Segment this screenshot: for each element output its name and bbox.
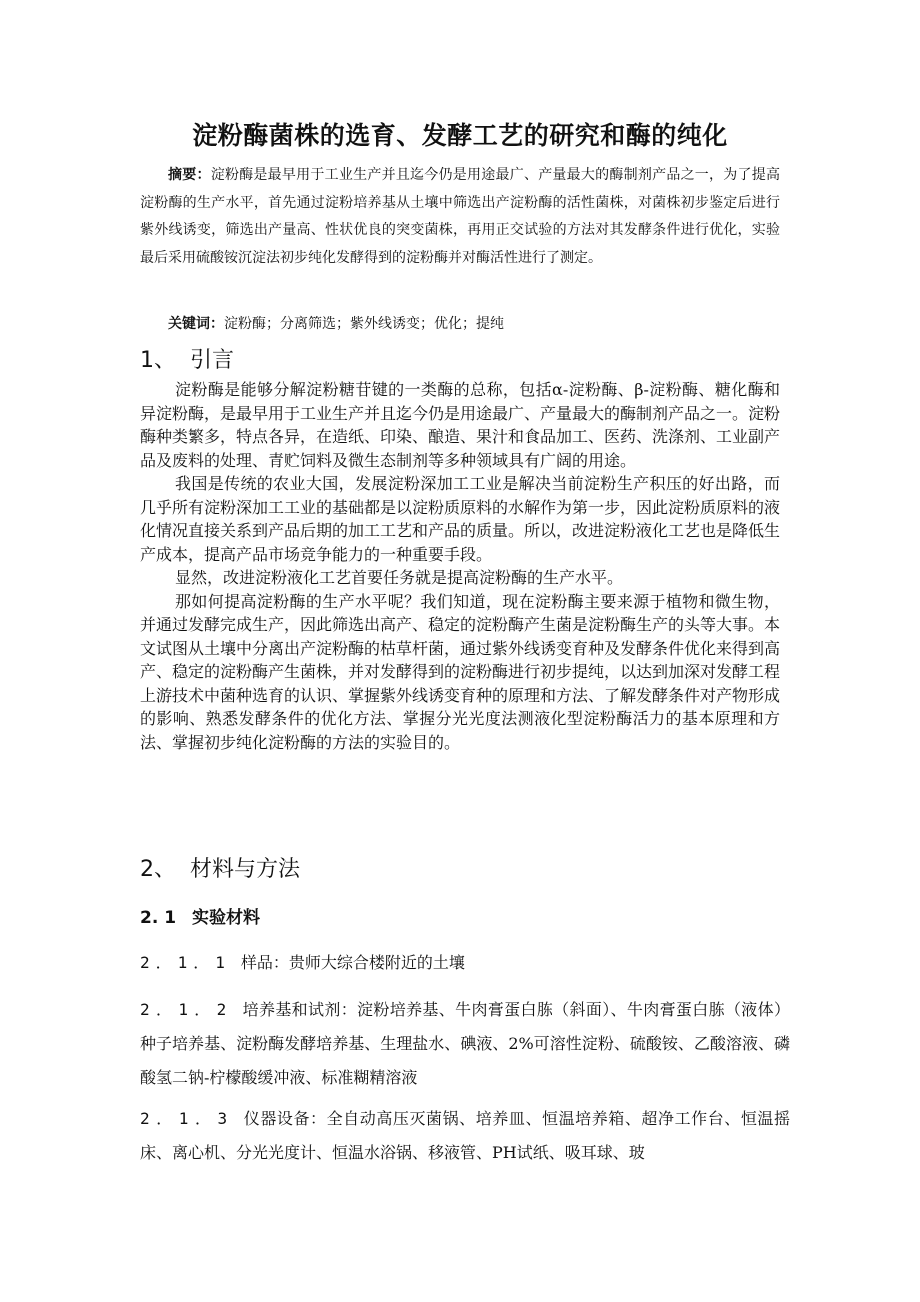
keywords-text: 淀粉酶；分离筛选；紫外线诱变；优化；提纯 (224, 316, 504, 332)
section-1-body (140, 378, 780, 754)
item-2-1-2 (140, 993, 790, 1095)
section-2-title: 材料与方法 (190, 857, 301, 882)
section-2-heading (140, 852, 300, 883)
abstract-text: 淀粉酶是最早用于工业生产并且迄今仍是用途最广、产量最大的酶制剂产品之一，为了提高淀粉酶的生产水平，首先通过淀粉培养基从土壤中筛选出产淀粉酶的活性菌株，对菌株初步鉴定后进行紫外线诱变，筛选出产量高、性状优良的突变菌株，再用正交试验的方法对其发酵条件进行优化，实验最后采用硫酸铵沉淀法初步纯化发酵得到的淀粉酶并对酶活性进行了测定。 (140, 167, 781, 266)
subsection-2-1-title: 实验材料 (192, 908, 260, 928)
section-1-number: 1、 (140, 348, 176, 373)
section-1-title: 引言 (190, 348, 235, 373)
item-number: 2．1．3 (140, 1109, 234, 1128)
subsection-2-1-heading (140, 903, 260, 928)
keywords-line (168, 311, 788, 338)
document-title: 淀粉酶菌株的选育、发酵工艺的研究和酶的纯化 (192, 121, 728, 150)
item-2-1-3 (140, 1102, 790, 1170)
abstract-paragraph (140, 162, 780, 272)
paragraph: 我国是传统的农业大国，发展淀粉深加工工业是解决当前淀粉生产积压的好出路，而几乎所有淀粉深加工工业的基础都是以淀粉质原料的水解作为第一步，因此淀粉质原料的液化情况直接关系到产品后期的加工工艺和产品的质量。所以，改进淀粉液化工艺也是降低生产成本，提高产品市场竞争能力的一种重要手段。 (140, 474, 781, 564)
keywords-label: 关键词： (168, 316, 224, 332)
paragraph: 那如何提高淀粉酶的生产水平呢？我们知道，现在淀粉酶主要来源于植物和微生物，并通过发酵完成生产，因此筛选出高产、稳定的淀粉酶产生菌是淀粉酶生产的头等大事。本文试图从土壤中分离出产淀粉酶的枯草杆菌，通过紫外线诱变育种及发酵条件优化来得到高产、稳定的淀粉酶产生菌株，并对发酵得到的淀粉酶进行初步提纯，以达到加深对发酵工程上游技术中菌种选育的认识、掌握紫外线诱变育种的原理和方法、了解发酵条件对产物形成的影响、熟悉发酵条件的优化方法、掌握分光光度法测液化型淀粉酶活力的基本原理和方法、掌握初步纯化淀粉酶的方法的实验目的。 (140, 591, 781, 752)
item-text: 样品：贵师大综合楼附近的土壤 (240, 953, 465, 972)
section-2-number: 2、 (140, 857, 176, 882)
paragraph: 淀粉酶是能够分解淀粉糖苷键的一类酶的总称，包括α-淀粉酶、β-淀粉酶、糖化酶和异淀粉酶，是最早用于工业生产并且迄今仍是用途最广、产量最大的酶制剂产品之一。淀粉酶种类繁多，特点各异，在造纸、印染、酿造、果汁和食品加工、医药、洗涤剂、工业副产品及废料的处理、青贮饲料及微生态制剂等多种领域具有广阔的用途。 (140, 380, 781, 470)
abstract-label: 摘要： (168, 167, 211, 183)
subsection-2-1-number: 2. 1 (140, 908, 177, 928)
item-number: 2．1．2 (140, 1000, 233, 1019)
paragraph: 显然，改进淀粉液化工艺首要任务就是提高淀粉酶的生产水平。 (175, 568, 624, 587)
section-1-heading (140, 343, 234, 374)
item-number: 2．1．1 (140, 953, 231, 972)
item-text: 仪器设备：全自动高压灭菌锅、培养皿、恒温培养箱、超净工作台、恒温摇床、离心机、分光光度计、恒温水浴锅、移液管、PH试纸、吸耳球、玻 (140, 1109, 790, 1162)
item-text: 培养基和试剂：淀粉培养基、牛肉膏蛋白胨（斜面）、牛肉膏蛋白胨（液体）种子培养基、淀粉酶发酵培养基、生理盐水、碘液、2%可溶性淀粉、硫酸铵、乙酸溶液、磷酸氢二钠-柠檬酸缓冲液、标准糊精溶液 (140, 1000, 790, 1087)
item-2-1-1 (140, 946, 790, 980)
